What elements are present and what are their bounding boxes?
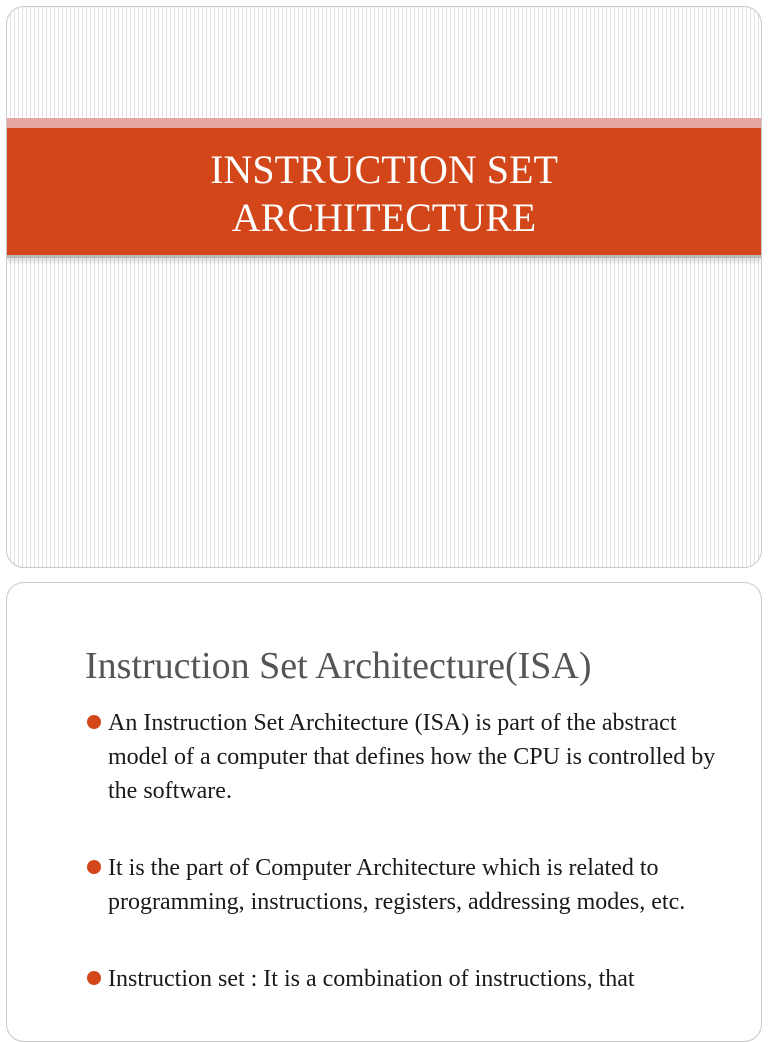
bullet-text: It is the part of Computer Architecture which is related to programming, instructions, registers, addressing modes, etc. [108,855,686,915]
bullet-text: An Instruction Set Architecture (ISA) is part of the abstract model of a computer that defines how the CPU is controlled by the software. [108,710,716,804]
title-slide [6,6,762,568]
bullet-item [85,962,735,996]
bullet-item [85,851,735,919]
bullet-text: Instruction set : It is a combination of instructions, that [108,966,635,992]
bullet-dot-icon [87,715,101,729]
bullet-list [85,706,735,1039]
content-slide [6,582,762,1042]
bullet-item [85,706,735,808]
slide-title: INSTRUCTION SET ARCHITECTURE [210,146,558,240]
title-accent-stripe [7,118,761,128]
bullet-dot-icon [87,860,101,874]
bullet-dot-icon [87,971,101,985]
title-band [7,128,761,258]
content-slide-heading: Instruction Set Architecture(ISA) [85,645,592,687]
